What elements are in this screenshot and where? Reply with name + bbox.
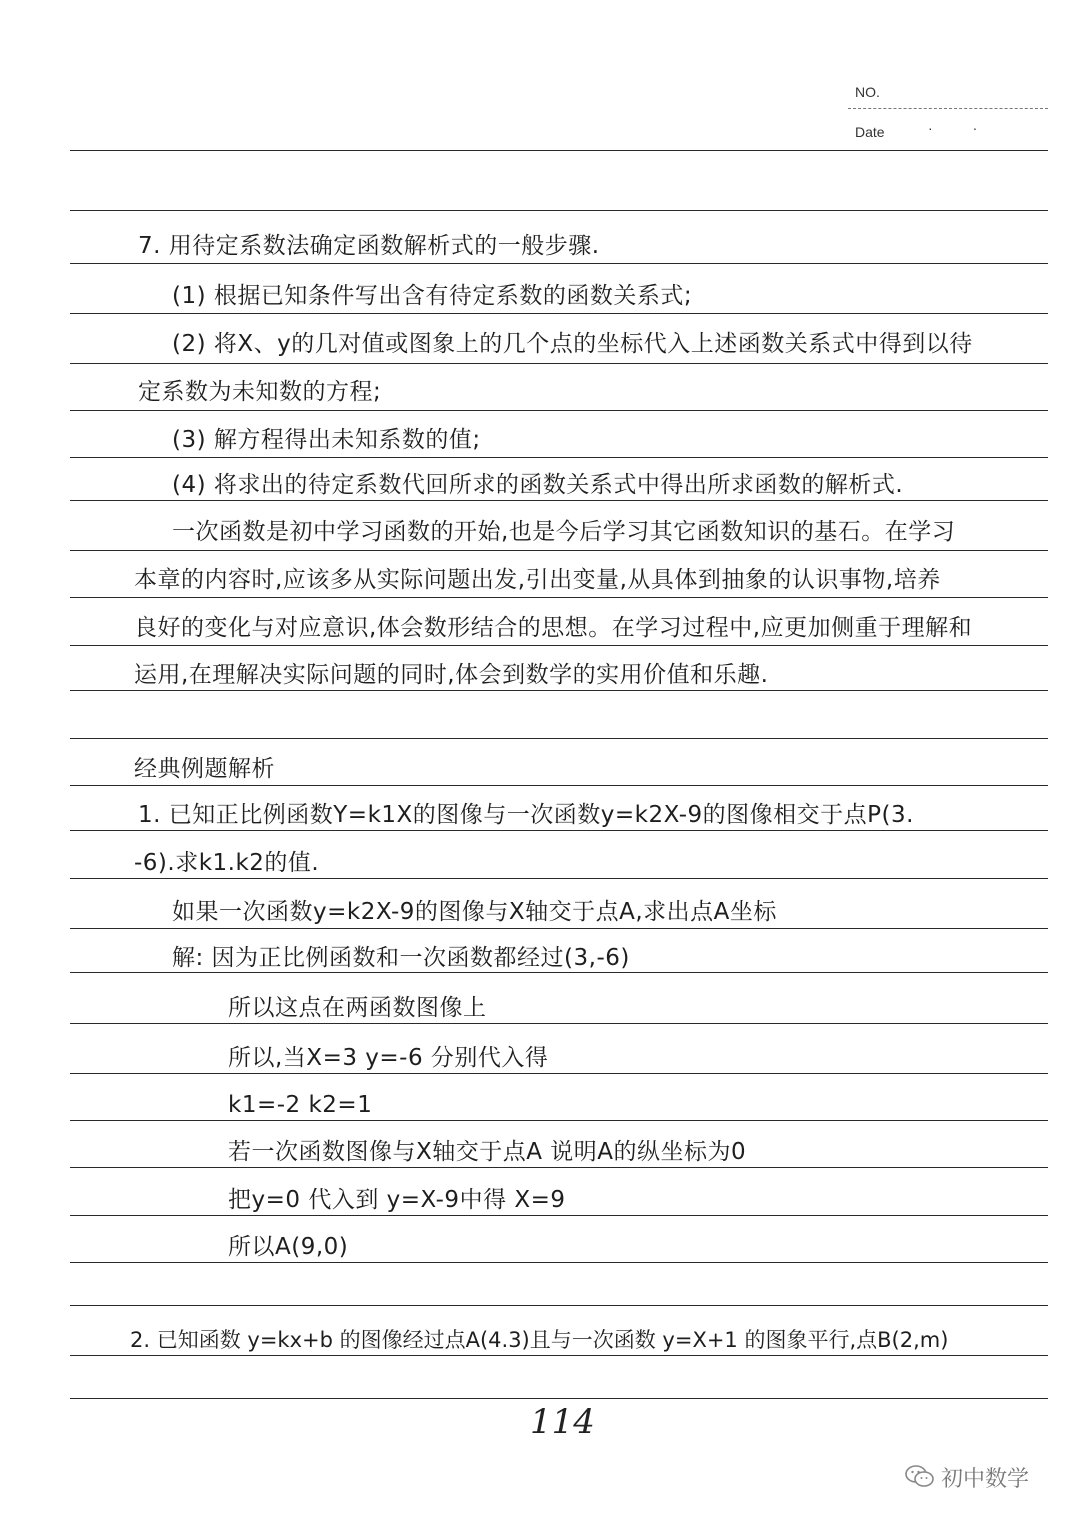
solution-line: 所以这点在两函数图像上	[228, 995, 487, 1021]
paragraph-line: 良好的变化与对应意识,体会数形结合的思想。在学习过程中,应更加侧重于理解和	[134, 615, 973, 641]
step-4: (4) 将求出的待定系数代回所求的函数关系式中得出所求函数的解析式.	[172, 472, 904, 498]
ruled-line	[70, 410, 1048, 411]
paragraph-line: 运用,在理解决实际问题的同时,体会到数学的实用价值和乐趣.	[134, 662, 769, 688]
no-dotted-line	[848, 108, 1048, 109]
solution-line: 所以,当X=3 y=-6 分别代入得	[228, 1045, 549, 1071]
ruled-line	[70, 645, 1048, 646]
ruled-line	[70, 690, 1048, 691]
ruled-line	[70, 928, 1048, 929]
page-number: 114	[530, 1402, 595, 1442]
ruled-line	[70, 1262, 1048, 1263]
ruled-line	[70, 263, 1048, 264]
example-1-cont: -6).求k1.k2的值.	[134, 850, 320, 876]
date-dots: ··	[928, 120, 1018, 136]
ruled-line	[70, 210, 1048, 211]
example-1-question: 如果一次函数y=k2X-9的图像与X轴交于点A,求出点A坐标	[172, 899, 777, 925]
solution-line: 若一次函数图像与X轴交于点A 说明A的纵坐标为0	[228, 1139, 747, 1165]
solution-line: 解: 因为正比例函数和一次函数都经过(3,-6)	[172, 945, 630, 971]
date-label: Date	[855, 124, 885, 140]
step-heading: 7. 用待定系数法确定函数解析式的一般步骤.	[138, 233, 600, 259]
ruled-line	[70, 1398, 1048, 1399]
ruled-line	[70, 785, 1048, 786]
no-label: NO.	[855, 84, 880, 100]
ruled-line	[70, 597, 1048, 598]
wechat-icon	[905, 1464, 935, 1490]
solution-line: 把y=0 代入到 y=X-9中得 X=9	[228, 1187, 566, 1213]
ruled-line	[70, 878, 1048, 879]
watermark	[905, 1460, 1029, 1494]
paragraph-line: 一次函数是初中学习函数的开始,也是今后学习其它函数知识的基石。在学习	[172, 519, 956, 545]
ruled-line	[70, 738, 1048, 739]
example-1: 1. 已知正比例函数Y=k1X的图像与一次函数y=k2X-9的图像相交于点P(3.	[138, 802, 914, 828]
ruled-line	[70, 830, 1048, 831]
step-3: (3) 解方程得出未知系数的值;	[172, 427, 481, 453]
ruled-line	[70, 150, 1048, 151]
ruled-line	[70, 1355, 1048, 1356]
ruled-line	[70, 1305, 1048, 1306]
paragraph-line: 本章的内容时,应该多从实际问题出发,引出变量,从具体到抽象的认识事物,培养	[134, 567, 941, 593]
ruled-line	[70, 1120, 1048, 1121]
step-1: (1) 根据已知条件写出含有待定系数的函数关系式;	[172, 283, 693, 309]
ruled-line	[70, 313, 1048, 314]
ruled-line	[70, 363, 1048, 364]
solution-line: k1=-2 k2=1	[228, 1092, 373, 1118]
section-title: 经典例题解析	[134, 756, 275, 782]
step-2-cont: 定系数为未知数的方程;	[138, 379, 382, 405]
ruled-line	[70, 1167, 1048, 1168]
example-2: 2. 已知函数 y=kx+b 的图像经过点A(4.3)且与一次函数 y=X+1 的图象平行,点B(2,m)	[130, 1328, 949, 1352]
ruled-line	[70, 1023, 1048, 1024]
watermark-text: 初中数学	[941, 1466, 1030, 1492]
step-2: (2) 将X、y的几对值或图象上的几个点的坐标代入上述函数关系式中得到以待	[172, 331, 973, 357]
ruled-line	[70, 1073, 1048, 1074]
ruled-line	[70, 457, 1048, 458]
ruled-line	[70, 500, 1048, 501]
solution-answer: 所以A(9,0)	[228, 1234, 349, 1260]
ruled-line	[70, 1215, 1048, 1216]
ruled-line	[70, 550, 1048, 551]
